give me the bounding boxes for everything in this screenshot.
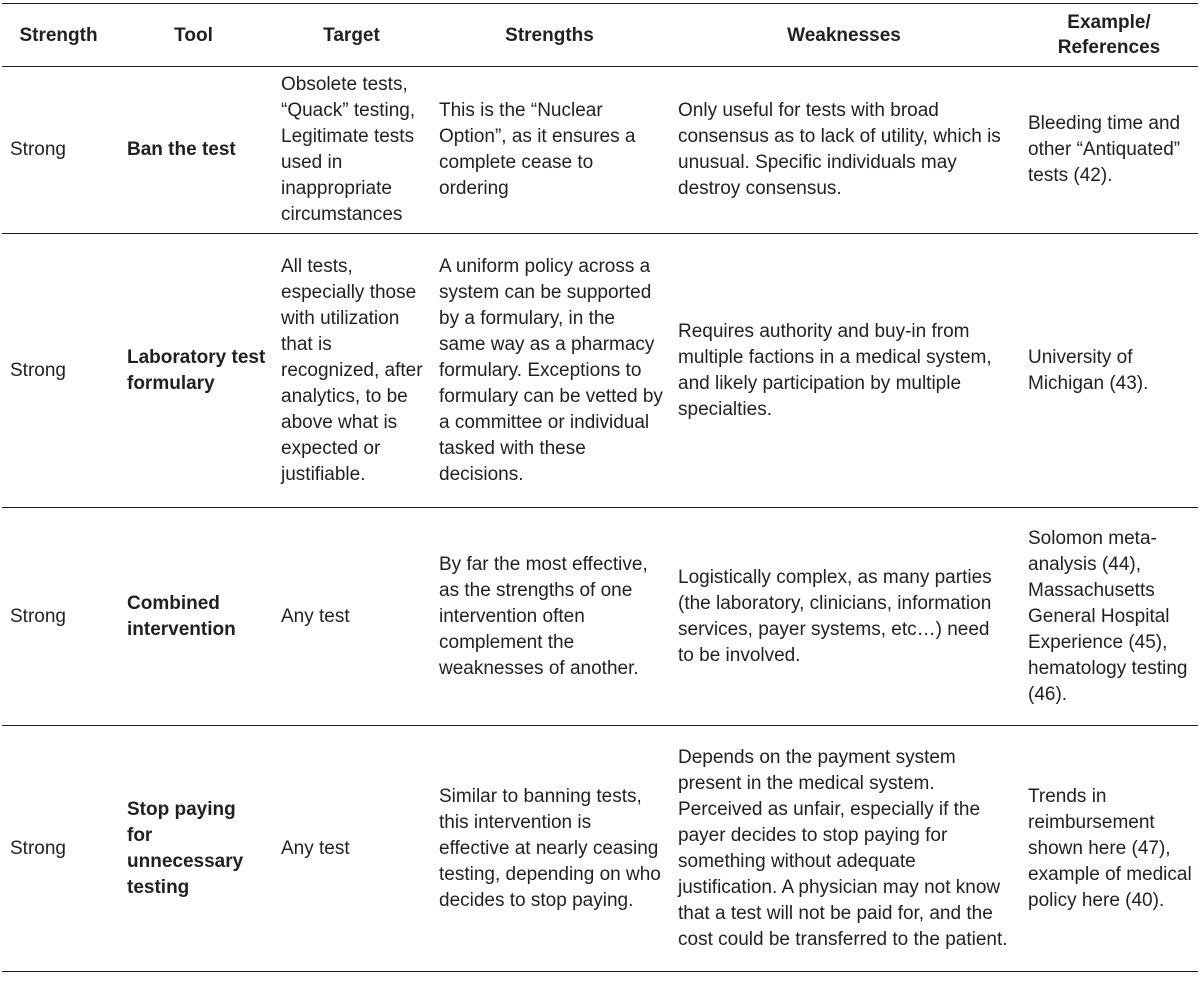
- cell-target: Any test: [281, 605, 350, 627]
- cell-references: University of Michigan (43).: [1028, 346, 1149, 394]
- header-strengths: Strengths: [505, 24, 594, 46]
- cell-strengths: This is the “Nuclear Option”, as it ensures a complete cease to ordering: [439, 100, 636, 199]
- cell-strengths: Similar to banning tests, this intervention is effective at nearly ceasing testing, depending on who decides to stop paying.: [439, 785, 661, 911]
- cell-strength: Strong: [10, 139, 66, 160]
- table-row: [2, 234, 1198, 508]
- header-row: [2, 4, 1198, 67]
- table-header: [2, 4, 1198, 67]
- header-weaknesses: Weaknesses: [787, 24, 901, 46]
- table-body: [2, 67, 1198, 972]
- header-target: Target: [323, 24, 380, 46]
- cell-target: All tests, especially those with utilization that is recognized, after analytics, to be above what is expected or justifiable.: [281, 255, 423, 485]
- cell-target: Obsolete tests, “Quack” testing, Legitimate tests used in inappropriate circumstances: [281, 74, 416, 225]
- cell-strength: Strong: [10, 605, 66, 627]
- table-row: [2, 726, 1198, 972]
- cell-weaknesses: Requires authority and buy-in from multiple factions in a medical system, and likely participation by multiple specialties.: [678, 320, 992, 420]
- cell-strength: Strong: [10, 359, 66, 381]
- cell-strengths: By far the most effective, as the strengths of one intervention often complement the weaknesses of another.: [439, 553, 648, 679]
- cell-references: Trends in reimbursement shown here (47), example of medical policy here (40).: [1028, 785, 1192, 911]
- header-strength: Strength: [19, 24, 98, 46]
- cell-strength: Strong: [10, 837, 66, 859]
- cell-tool: Combined intervention: [127, 592, 236, 640]
- header-tool: Tool: [174, 24, 213, 46]
- cell-references: Solomon meta-analysis (44), Massachusetts General Hospital Experience (45), hematology testing (46).: [1028, 527, 1188, 705]
- header-references: Example/ References: [1057, 12, 1161, 58]
- cell-target: Any test: [281, 837, 350, 859]
- cell-strengths: A uniform policy across a system can be supported by a formulary, in the same way as a pharmacy formulary. Exceptions to formulary can be vetted by a committee or individual tasked with these decisions.: [439, 255, 663, 485]
- cell-weaknesses: Only useful for tests with broad consensus as to lack of utility, which is unusual. Specific individuals may destroy consensus.: [678, 100, 1001, 199]
- table-row: [2, 508, 1198, 726]
- cell-weaknesses: Logistically complex, as many parties (the laboratory, clinicians, information services, payer systems, etc…) need to be involved.: [678, 566, 992, 666]
- cell-references: Bleeding time and other “Antiquated” tests (42).: [1028, 113, 1181, 186]
- cell-tool: Ban the test: [127, 139, 236, 160]
- cell-weaknesses: Depends on the payment system present in the medical system. Perceived as unfair, especially if the payer decides to stop paying for something without adequate justification. A physician may not know that a test will not be paid for, and the cost could be transferred to the patient.: [678, 746, 1008, 950]
- table-row: [2, 67, 1198, 234]
- cell-tool: Laboratory test formulary: [127, 346, 266, 394]
- utilization-tools-table: [2, 3, 1198, 972]
- cell-tool: Stop paying for unnecessary testing: [127, 798, 244, 898]
